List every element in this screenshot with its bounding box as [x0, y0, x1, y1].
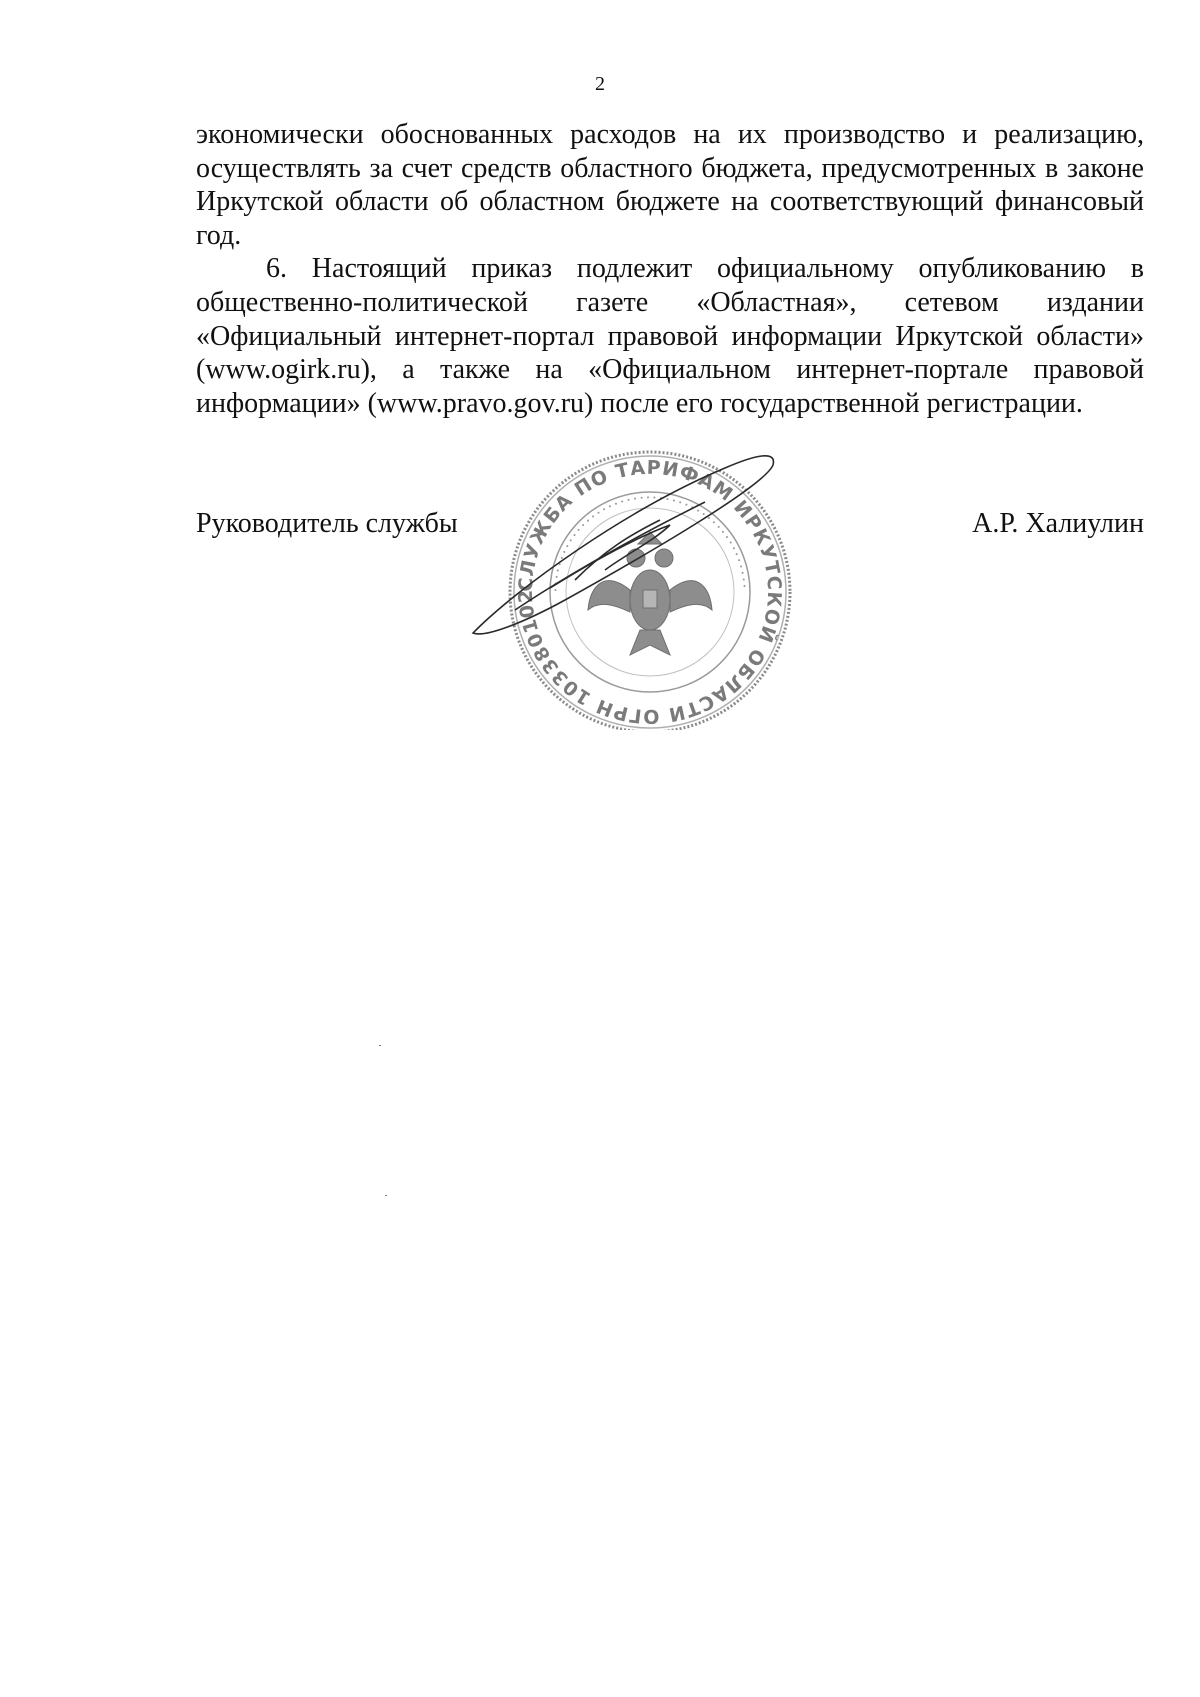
- svg-text:• • • • • • • • • • • • • • •: • • • • • • • • • • • • • • • • • • • • • • • • • • • • • • • • • • • • • • • • • • • • •: [551, 493, 748, 593]
- paragraph-continuation: экономически обоснованных расходов на их производство и реализацию, осуществлять за счет средств областного бюджета, предусмотренных в законе Иркутской области об областном бюджете на соответствующий финансовый год.: [196, 119, 1144, 251]
- stamp-seal: [455, 440, 790, 730]
- signatory-role: Руководитель службы: [196, 508, 458, 539]
- scan-speck: [379, 1045, 381, 1046]
- page-number: 2: [595, 73, 605, 95]
- stamp-text: СЛУЖБА ПО ТАРИФАМ ИРКУТСКОЙ ОБЛАСТИ ОГРН 103380102: [514, 456, 786, 728]
- double-headed-eagle-icon: [588, 532, 712, 655]
- scan-speck: [385, 1195, 387, 1196]
- paragraph-publication: 6. Настоящий приказ подлежит официальному опубликованию в общественно-политической газете «Областная», сетевом издании «Официальный интернет-портал правовой информации Иркутской области» (www.ogirk.ru), а также на «Официальном интернет-портале правовой информации» (www.pravo.gov.ru) после его государственной регистрации.: [196, 253, 1144, 419]
- official-stamp: [455, 440, 815, 730]
- signatory-name: А.Р. Халиулин: [972, 508, 1144, 539]
- document-body: [196, 118, 1144, 420]
